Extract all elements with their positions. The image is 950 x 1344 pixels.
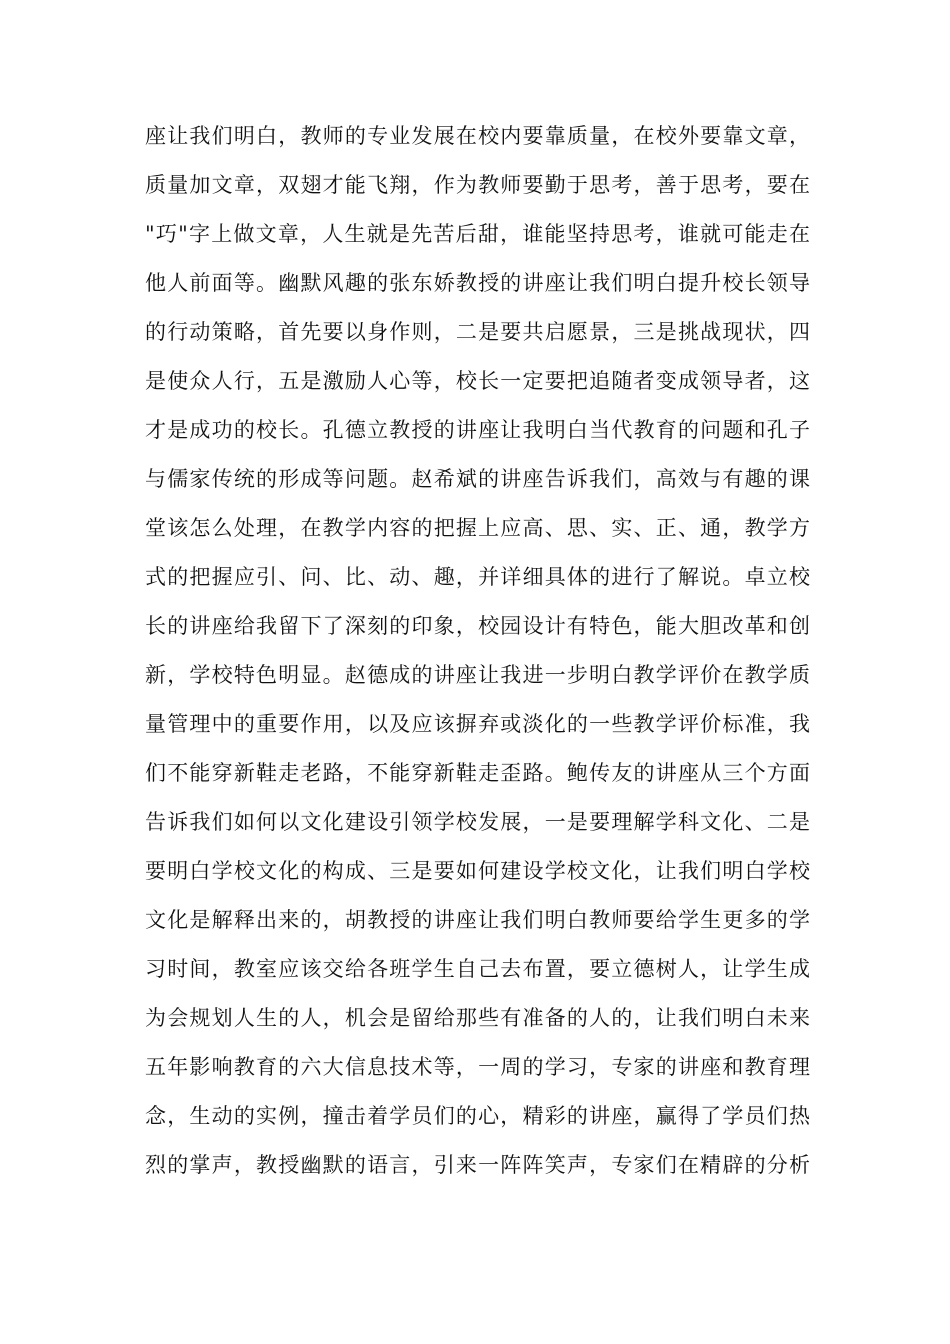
text-line-10: 式的把握应引、问、比、动、趣，并详细具体的进行了解说。卓立校: [145, 565, 810, 589]
text-line-22: 烈的掌声，教授幽默的语言，引来一阵阵笑声，专家们在精辟的分析: [145, 1153, 810, 1177]
text-line-5: 的行动策略，首先要以身作则，二是要共启愿景，三是挑战现状，四: [145, 320, 810, 344]
text-line-18: 习时间，教室应该交给各班学生自己去布置，要立德树人，让学生成: [145, 957, 810, 981]
text-line-1: 座让我们明白，教师的专业发展在校内要靠质量，在校外要靠文章，: [145, 124, 810, 148]
text-line-2: 质量加文章，双翅才能飞翔，作为教师要勤于思考，善于思考，要在: [145, 173, 810, 197]
text-line-19: 为会规划人生的人，机会是留给那些有准备的人的，让我们明白未来: [145, 1006, 810, 1030]
text-line-17: 文化是解释出来的，胡教授的讲座让我们明白教师要给学生更多的学: [145, 908, 810, 932]
text-line-15: 告诉我们如何以文化建设引领学校发展，一是要理解学科文化、二是: [145, 810, 810, 834]
text-line-8: 与儒家传统的形成等问题。赵希斌的讲座告诉我们，高效与有趣的课: [145, 467, 810, 491]
text-line-20: 五年影响教育的六大信息技术等，一周的学习，专家的讲座和教育理: [145, 1055, 810, 1079]
text-line-13: 量管理中的重要作用，以及应该摒弃或淡化的一些教学评价标准，我: [145, 712, 810, 736]
text-line-4: 他人前面等。幽默风趣的张东娇教授的讲座让我们明白提升校长领导: [145, 271, 810, 295]
text-line-16: 要明白学校文化的构成、三是要如何建设学校文化，让我们明白学校: [145, 859, 810, 883]
text-line-7: 才是成功的校长。孔德立教授的讲座让我明白当代教育的问题和孔子: [145, 418, 810, 442]
text-line-11: 长的讲座给我留下了深刻的印象，校园设计有特色，能大胆改革和创: [145, 614, 810, 638]
text-line-6: 是使众人行，五是激励人心等，校长一定要把追随者变成领导者，这: [145, 369, 810, 393]
body-paragraph: [145, 112, 810, 1190]
text-line-12: 新，学校特色明显。赵德成的讲座让我进一步明白教学评价在教学质: [145, 663, 810, 687]
text-line-3: "巧"字上做文章，人生就是先苦后甜，谁能坚持思考，谁就可能走在: [145, 222, 810, 246]
text-line-14: 们不能穿新鞋走老路，不能穿新鞋走歪路。鲍传友的讲座从三个方面: [145, 761, 810, 785]
text-line-9: 堂该怎么处理，在教学内容的把握上应高、思、实、正、通，教学方: [145, 516, 810, 540]
text-line-21: 念，生动的实例，撞击着学员们的心，精彩的讲座，赢得了学员们热: [145, 1104, 810, 1128]
